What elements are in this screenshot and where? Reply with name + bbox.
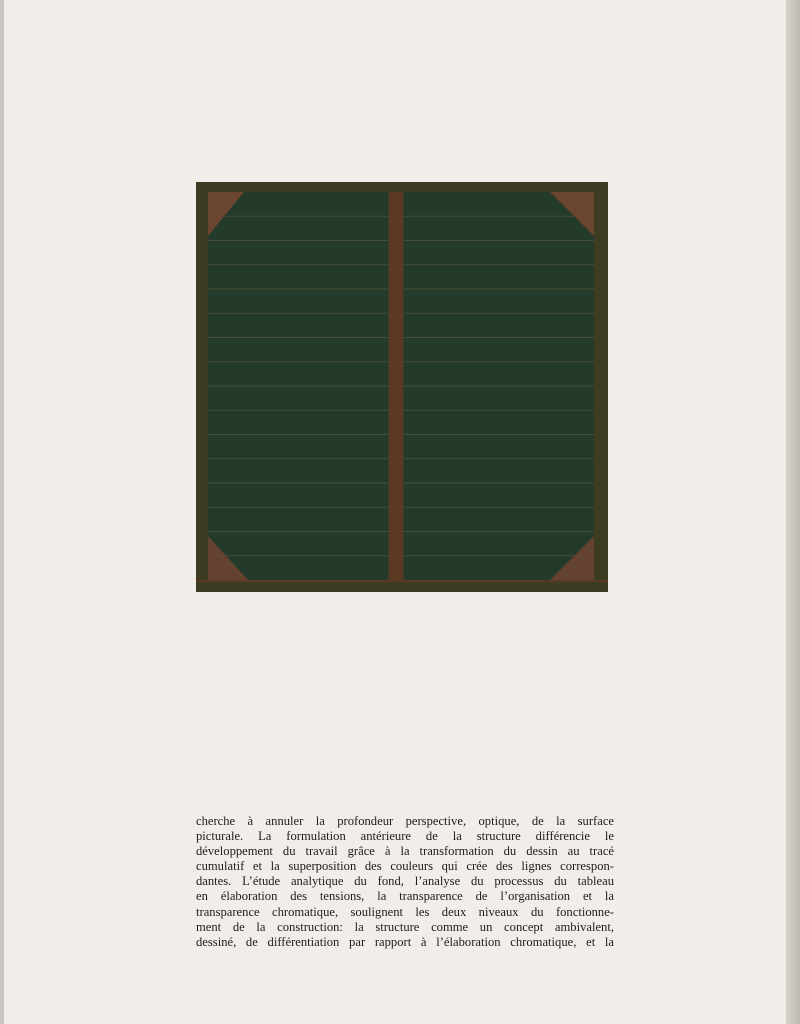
painting-artwork	[196, 182, 608, 592]
text-line: dessiné, de différentiation par rapport à l’élaboration chromatique, et la	[196, 934, 614, 949]
text-line: développement du travail grâce à la transformation du dessin au tracé	[196, 844, 614, 859]
text-line: ment de la construction: la structure comme un concept ambivalent,	[196, 919, 614, 934]
painting-center-bar	[389, 192, 403, 580]
text-line: transparence chromatique, soulignent les deux niveaux du fonctionne-	[196, 904, 614, 919]
text-line: cumulatif et la superposition des couleurs qui crée des lignes correspon-	[196, 859, 614, 874]
page-edge-shadow	[786, 0, 800, 1024]
document-page	[4, 0, 788, 1024]
text-line: dantes. L’étude analytique du fond, l’analyse du processus du tableau	[196, 874, 614, 889]
text-line: en élaboration des tensions, la transparence de l’organisation et la	[196, 889, 614, 904]
painting-image	[196, 182, 608, 592]
text-line: cherche à annuler la profondeur perspective, optique, de la surface	[196, 814, 614, 828]
text-line: picturale. La formulation antérieure de la structure différencie le	[196, 829, 614, 844]
body-text	[196, 814, 614, 950]
